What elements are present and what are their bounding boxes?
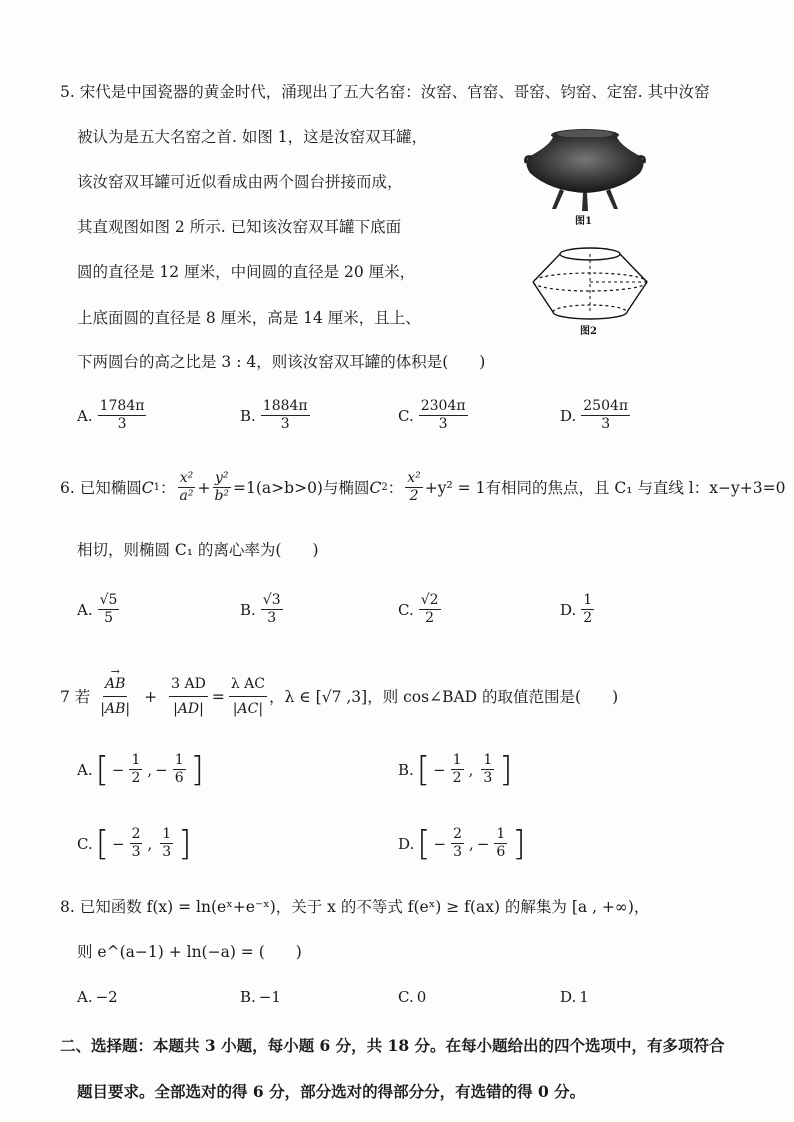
- q8-option-d[interactable]: [560, 988, 589, 1006]
- q8-line2: 则 e^(a−1) + ln(−a) = ( ): [77, 943, 302, 961]
- q6-option-b[interactable]: [240, 592, 285, 627]
- left-bracket: [: [95, 823, 109, 864]
- interval-a-fraction: [129, 752, 142, 787]
- q8-line1: 8. 已知函数 f(x) = ln(eˣ+e⁻ˣ)，关于 x 的不等式 f(eˣ) ≥ f(ax) 的解集为 [a , +∞)，: [60, 898, 650, 916]
- right-bracket: ]: [178, 823, 192, 864]
- fraction-denominator: a²: [179, 488, 194, 504]
- fraction-denominator: 2: [452, 770, 462, 786]
- fraction-denominator: 2: [425, 610, 435, 626]
- interval-a-sign: −: [433, 760, 446, 779]
- option-letter: C.: [398, 406, 414, 425]
- option-letter: D.: [398, 834, 415, 853]
- q7-option-d[interactable]: [398, 823, 526, 864]
- interval-comma: ,: [147, 760, 153, 779]
- q8-option-b[interactable]: [240, 988, 281, 1006]
- fraction-denominator: |AB|: [100, 701, 131, 717]
- q7-suffix: ，则 cos∠BAD 的取值范围是( ): [367, 687, 619, 706]
- option-letter: A.: [77, 600, 93, 619]
- option-fraction: [419, 398, 468, 433]
- option-fraction: [581, 592, 594, 627]
- option-letter: B.: [398, 760, 414, 779]
- q6-c2-sub: 2: [381, 481, 388, 493]
- option-letter: D.: [560, 600, 577, 619]
- figure-2-label: 图2: [580, 326, 597, 337]
- double-frustum-diagram: [525, 240, 655, 330]
- interval-b-sign: −: [155, 760, 168, 779]
- option-letter: C.: [398, 600, 414, 619]
- q6-mid: 与椭圆: [322, 478, 370, 497]
- option-letter: A.: [77, 760, 93, 779]
- fraction-numerator: y²: [214, 470, 229, 486]
- interval-b-fraction: [494, 826, 507, 861]
- option-letter: A.: [77, 406, 93, 425]
- q6-fraction-x: [177, 470, 195, 505]
- figure-1-jar: [520, 125, 650, 225]
- fraction-numerator: 1: [496, 826, 506, 842]
- q5-option-b[interactable]: [240, 398, 312, 433]
- fraction-numerator: 1: [174, 752, 184, 768]
- fraction-numerator: x²: [179, 470, 194, 486]
- interval-b-fraction: [481, 752, 494, 787]
- fraction-numerator: 1884π: [262, 398, 308, 414]
- interval-comma: ,: [147, 834, 153, 853]
- fraction-denominator: 6: [174, 770, 184, 786]
- option-value: 1: [579, 988, 589, 1006]
- interval-comma: ,: [469, 834, 474, 853]
- fraction-numerator: 1: [131, 752, 141, 768]
- option-letter: C.: [77, 834, 93, 853]
- q6-eq2: +y² = 1: [424, 478, 486, 497]
- fraction-numerator: √5: [99, 592, 118, 608]
- q6-prefix: 6. 已知椭圆: [60, 478, 142, 497]
- q7-line1: [60, 672, 618, 721]
- figure-1-label: 图1: [575, 216, 592, 227]
- q7-option-a[interactable]: [77, 749, 204, 790]
- interval-b-fraction: [160, 826, 173, 861]
- option-fraction: [98, 592, 120, 627]
- fraction-numerator: 2504π: [583, 398, 629, 414]
- q6-option-a[interactable]: [77, 592, 121, 627]
- fraction-numerator: → AB: [103, 672, 127, 697]
- fraction-numerator: 2: [453, 826, 463, 842]
- q8-option-a[interactable]: [77, 988, 118, 1006]
- q5-line2: 被认为是五大名窑之首. 如图 1，这是汝窑双耳罐，: [77, 128, 428, 146]
- q6-plus: +: [197, 478, 211, 497]
- option-fraction: [419, 592, 441, 627]
- section2-heading-line1: 二、选择题：本题共 3 小题，每小题 6 分，共 18 分。在每小题给出的四个选项中，有多项符合: [60, 1036, 725, 1055]
- q5-line5: 圆的直径是 12 厘米，中间圆的直径是 20 厘米，: [77, 263, 416, 281]
- q5-option-a[interactable]: [77, 398, 148, 433]
- q7-term-ab: [98, 672, 132, 721]
- option-fraction: [261, 398, 310, 433]
- interval-comma: ,: [468, 760, 474, 779]
- right-bracket: ]: [512, 823, 526, 864]
- interval-a-fraction: [451, 826, 464, 861]
- option-letter: D.: [560, 406, 577, 425]
- fraction-denominator: |AC|: [232, 701, 264, 717]
- option-value: −1: [258, 988, 281, 1006]
- fraction-numerator: x²: [407, 470, 421, 486]
- fraction-numerator: 1784π: [99, 398, 145, 414]
- q5-line3: 该汝窑双耳罐可近似看成由两个圆台拼接而成，: [77, 173, 403, 191]
- option-value: 0: [416, 988, 427, 1006]
- fraction-numerator: √2: [420, 592, 439, 608]
- q6-option-d[interactable]: [560, 592, 596, 627]
- option-letter: C.: [398, 988, 414, 1006]
- fraction-denominator: 3: [280, 416, 290, 432]
- fraction-denominator: 3: [162, 844, 172, 860]
- q5-line7: 下两圆台的高之比是 3 : 4，则该汝窑双耳罐的体积是( ): [77, 353, 486, 371]
- fraction-numerator: λ AC: [229, 672, 267, 697]
- q6-colon-2: ：: [387, 478, 404, 497]
- fraction-numerator: √3: [262, 592, 281, 608]
- fraction-denominator: 3: [267, 610, 277, 626]
- q7-plus: +: [144, 687, 158, 706]
- q6-c1: C: [141, 478, 154, 497]
- q6-colon-1: ：: [159, 478, 176, 497]
- fraction-denominator: 3: [117, 416, 127, 432]
- q6-suffix: 有相同的焦点，且 C₁ 与直线 l：x−y+3=0: [485, 478, 786, 497]
- fraction-denominator: 2: [583, 610, 593, 626]
- left-bracket: [: [417, 823, 431, 864]
- interval-a-fraction: [130, 826, 143, 861]
- fraction-denominator: 3: [131, 844, 141, 860]
- jar-illustration: [520, 125, 650, 225]
- figure-2-diagram: [525, 240, 655, 330]
- q8-option-c[interactable]: [398, 988, 426, 1006]
- option-letter: B.: [240, 988, 256, 1006]
- q7-option-b[interactable]: [398, 749, 513, 790]
- option-letter: A.: [77, 988, 93, 1006]
- left-bracket: [: [95, 749, 109, 790]
- option-letter: B.: [240, 406, 256, 425]
- fraction-denominator: 3: [601, 416, 611, 432]
- q6-option-c[interactable]: [398, 592, 443, 627]
- option-fraction: [261, 592, 283, 627]
- fraction-denominator: 3: [483, 770, 493, 786]
- left-bracket: [: [416, 749, 431, 790]
- option-fraction: [98, 398, 147, 433]
- q6-line2: 相切，则椭圆 C₁ 的离心率为( ): [77, 541, 319, 559]
- fraction-denominator: b²: [214, 488, 230, 504]
- interval-a-sign: −: [433, 834, 447, 853]
- q7-equals: =: [211, 687, 225, 706]
- q6-fraction-y: [212, 470, 231, 505]
- fraction-denominator: 3: [438, 416, 448, 432]
- q6-eq1: =1(a>b>0): [233, 478, 323, 497]
- fraction-numerator: 2: [131, 826, 141, 842]
- interval-a-fraction: [451, 752, 464, 787]
- fraction-denominator: 3: [453, 844, 463, 860]
- interval-a-sign: −: [111, 760, 125, 779]
- option-value: −2: [95, 988, 118, 1006]
- fraction-numerator: 3 AD: [169, 672, 208, 697]
- section2-heading-line2: 题目要求。全部选对的得 6 分，部分选对的得部分分，有选错的得 0 分。: [77, 1082, 586, 1101]
- q7-prefix: 7 若: [60, 687, 91, 706]
- fraction-denominator: 2: [131, 770, 141, 786]
- interval-b-sign: −: [476, 834, 490, 853]
- q5-option-c[interactable]: [398, 398, 470, 433]
- fraction-numerator: 1: [483, 752, 493, 768]
- fraction-numerator: 1: [162, 826, 172, 842]
- q6-fraction-x2: [405, 470, 423, 505]
- interval-b-fraction: [173, 752, 186, 787]
- fraction-denominator: |AD|: [173, 701, 204, 717]
- q7-term-ac: [229, 672, 267, 721]
- q5-line6: 上底面圆的直径是 8 厘米，高是 14 厘米，且上、: [77, 309, 421, 327]
- right-bracket: ]: [190, 749, 204, 790]
- q6-line1: [60, 470, 785, 505]
- q7-option-c[interactable]: [77, 823, 192, 864]
- right-bracket: ]: [499, 749, 513, 790]
- q5-option-d[interactable]: [560, 398, 632, 433]
- fraction-numerator: 1: [452, 752, 462, 768]
- option-letter: D.: [560, 988, 577, 1006]
- interval-a-sign: −: [111, 834, 125, 853]
- q5-line4: 其直观图如图 2 所示. 已知该汝窑双耳罐下底面: [77, 218, 402, 236]
- fraction-numerator: 2304π: [420, 398, 466, 414]
- q7-term-ad: [169, 672, 208, 721]
- q7-range: ，λ ∈ [√7 ,3]: [269, 687, 368, 706]
- q5-line1: 5. 宋代是中国瓷器的黄金时代，涌现出了五大名窑：汝窑、官窑、哥窑、钧窑、定窑. 其中汝窑: [60, 83, 710, 101]
- fraction-denominator: 6: [496, 844, 506, 860]
- q6-c2: C: [369, 478, 382, 497]
- q6-c1-sub: 1: [153, 481, 160, 493]
- option-fraction: [581, 398, 630, 433]
- fraction-denominator: 5: [104, 610, 113, 626]
- fraction-denominator: 2: [409, 488, 419, 504]
- option-letter: B.: [240, 600, 256, 619]
- fraction-numerator: 1: [583, 592, 593, 608]
